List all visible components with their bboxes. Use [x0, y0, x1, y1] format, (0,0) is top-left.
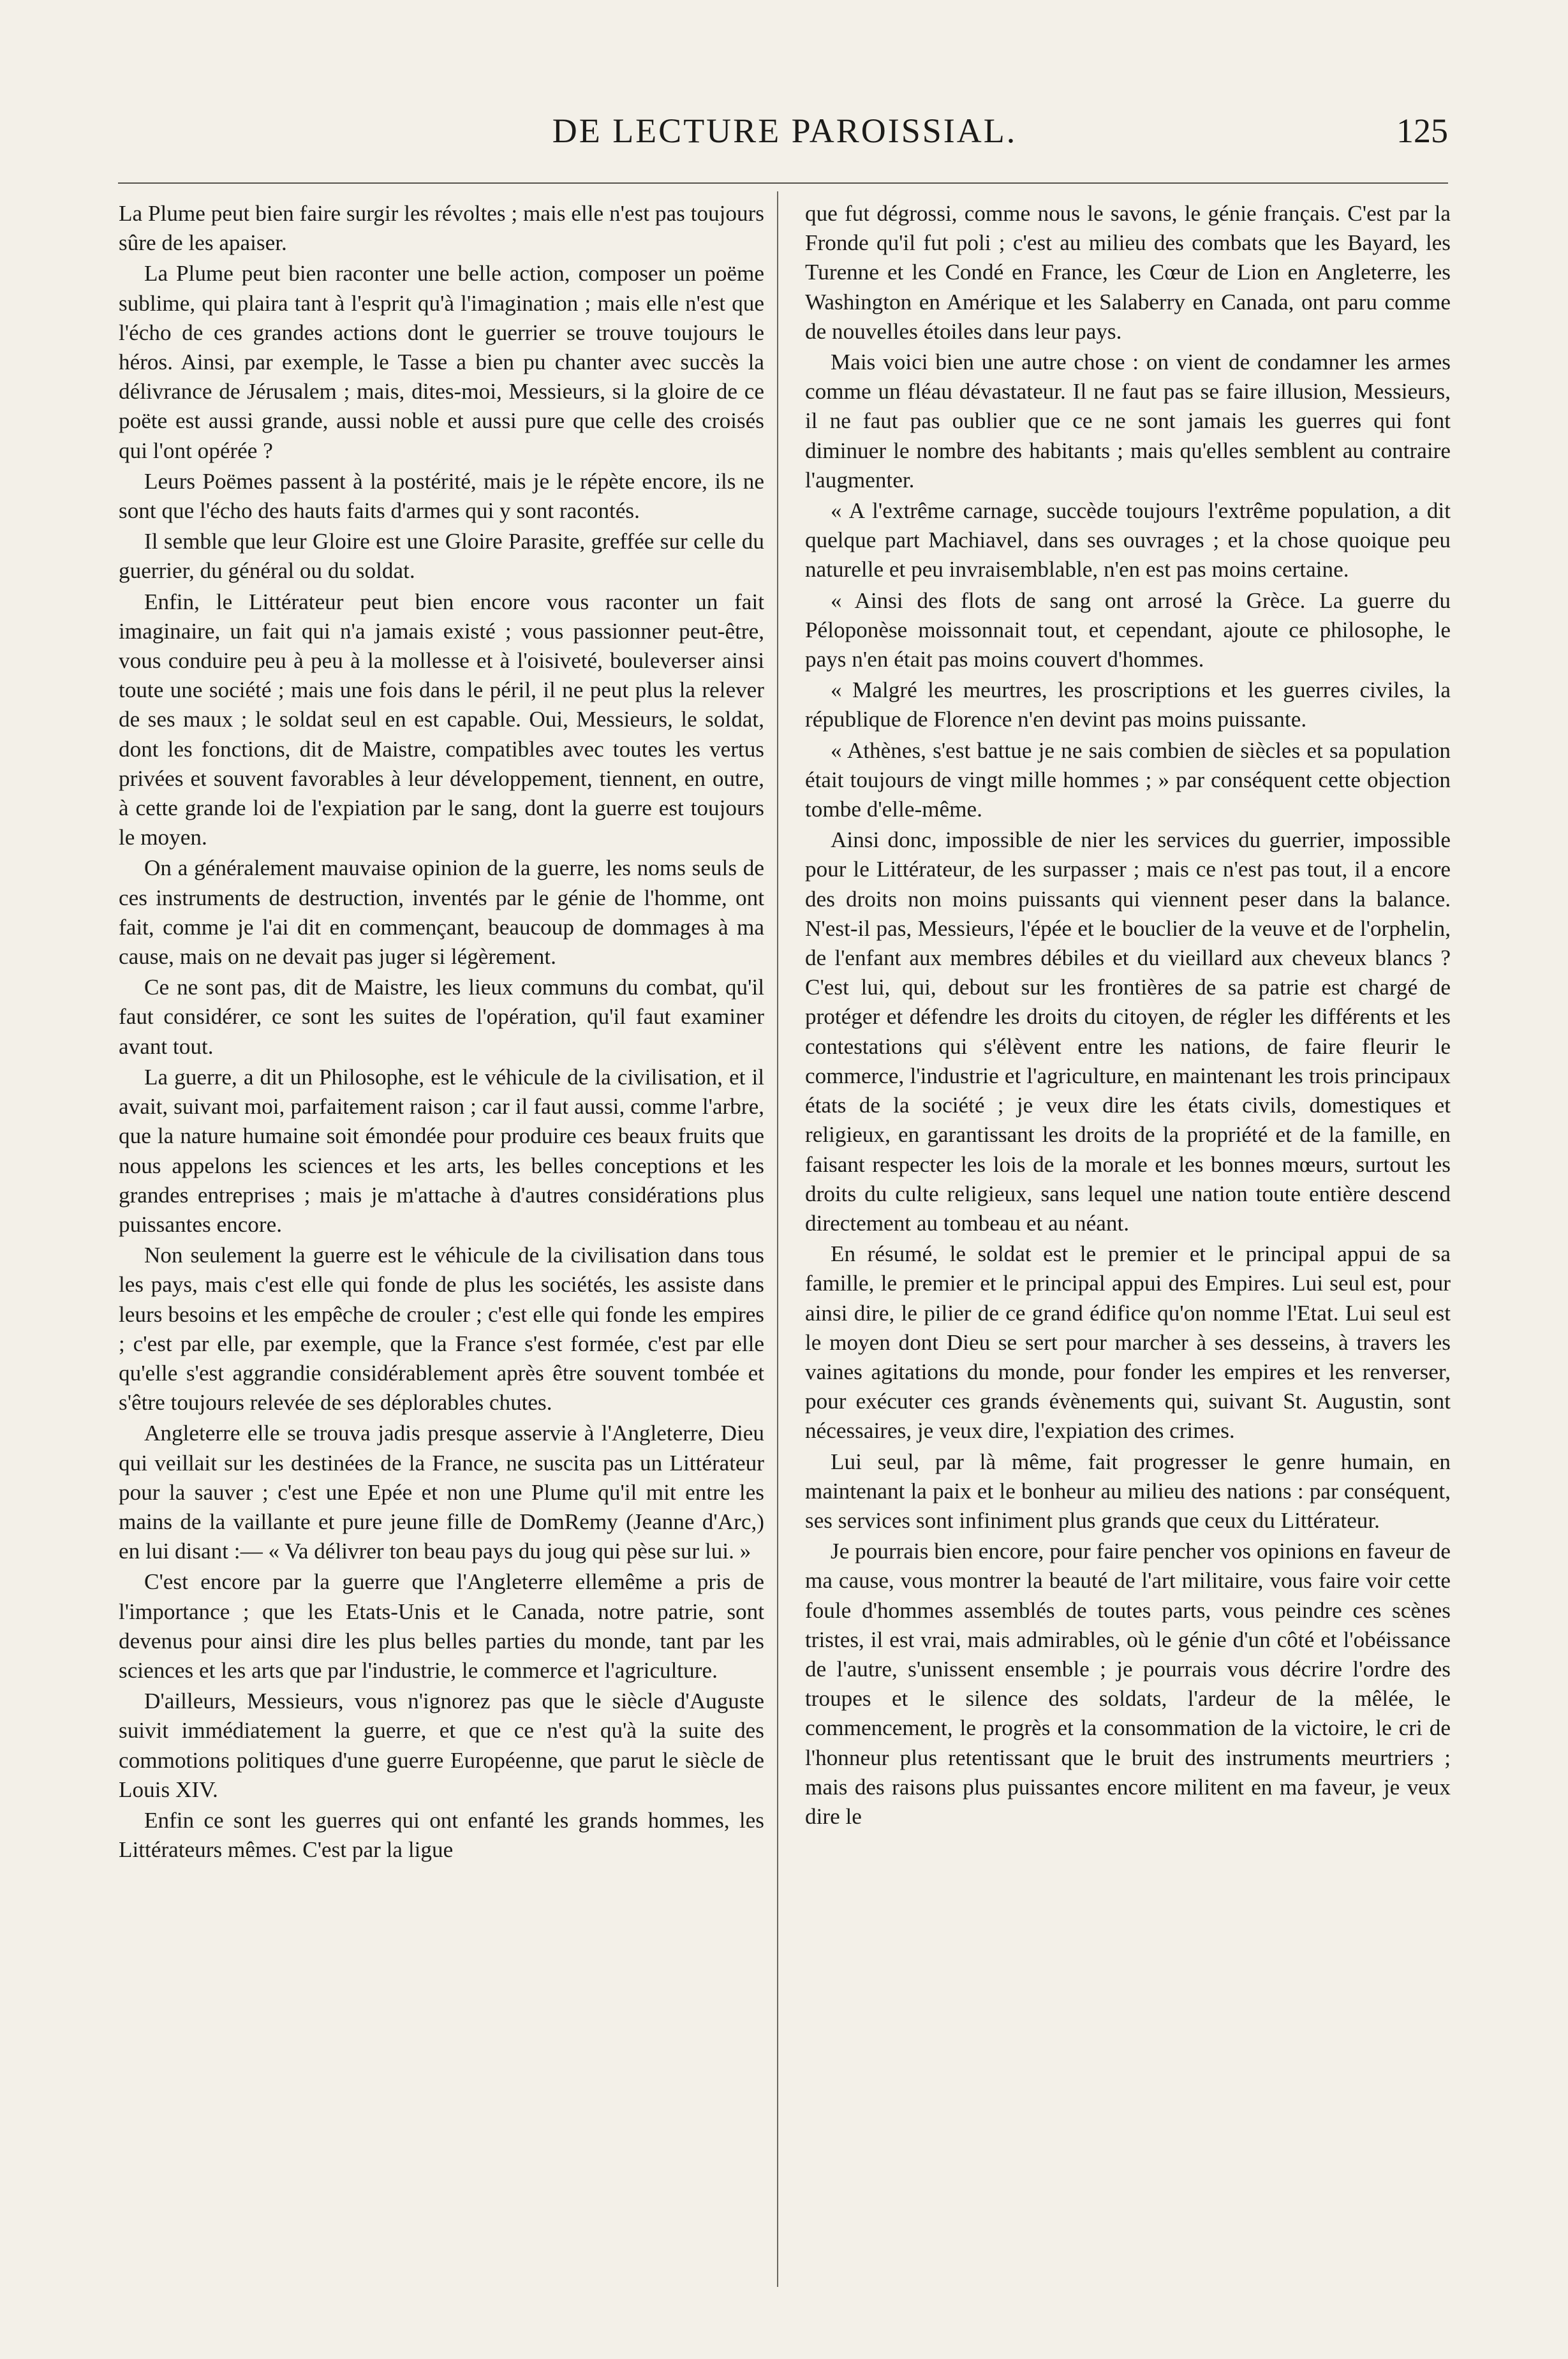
column-divider: [777, 191, 778, 2287]
paragraph: « Ainsi des flots de sang ont arrosé la Grèce. La guerre du Péloponèse moissonnait tout, et cependant, ajoute ce philosophe, le pays n'en était pas moins couvert d'hommes.: [805, 588, 1451, 672]
paragraph: Lui seul, par là même, fait progresser le genre humain, en maintenant la paix et le bonheur au milieu des nations : par conséquent, ses services sont infiniment plus grands que ceux du Littérateur.: [805, 1449, 1451, 1533]
paragraph: « A l'extrême carnage, succède toujours l'extrême population, a dit quelque part Machiavel, dans ses ouvrages ; et la chose quoique peu naturelle et peu invraisemblable, n'en est pas moins certaine.: [805, 498, 1451, 582]
paragraph: Angleterre elle se trouva jadis presque asservie à l'Angleterre, Dieu qui veillait sur les destinées de la France, ne suscita pas un Littérateur pour la sauver ; c'est une Epée et non une Plume qu'il mit entre les mains de la vaillante et pure jeune fille de DomRemy (Jeanne d'Arc,) en lui disant :— « Va délivrer ton beau pays du joug qui pèse sur lui. »: [119, 1421, 764, 1564]
paragraph: D'ailleurs, Messieurs, vous n'ignorez pas que le siècle d'Auguste suivit immédiatement la guerre, et que ce n'est qu'à la suite des commotions politiques d'une guerre Européenne, que parut le siècle de Louis XIV.: [119, 1689, 764, 1802]
paragraph: La Plume peut bien faire surgir les révoltes ; mais elle n'est pas toujours sûre de les apaiser.: [119, 201, 764, 256]
paragraph: La guerre, a dit un Philosophe, est le véhicule de la civilisation, et il avait, suivant moi, parfaitement raison ; car il faut aussi, comme l'arbre, que la nature humaine soit émondée pour produire ces beaux fruits que nous appelons les sciences et les arts, les belles conceptions et les grandes entreprises ; mais je m'attache à d'autres considérations plus puissantes encore.: [119, 1064, 764, 1237]
header-rule: [118, 182, 1448, 184]
paragraph: Enfin ce sont les guerres qui ont enfanté les grands hommes, les Littérateurs mêmes. C'est par la ligue: [119, 1807, 764, 1863]
paragraph: Mais voici bien une autre chose : on vient de condamner les armes comme un fléau dévastateur. Il ne faut pas se faire illusion, Messieurs, il ne faut pas oublier que ce ne sont jamais les guerres qui font diminuer le nombre des habitants ; mais qu'elles semblent au contraire l'augmenter.: [805, 350, 1451, 492]
paragraph: Ainsi donc, impossible de nier les services du guerrier, impossible pour le Littérateur, de les surpasser ; mais ce n'est pas tout, il a encore des droits non moins puissants qui viennent peser dans la balance. N'est-il pas, Messieurs, l'épée et le bouclier de la veuve et de l'orphelin, de l'enfant aux membres débiles et du vieillard aux cheveux blancs ? C'est lui, qui, debout sur les frontières de sa patrie est chargé de protéger et défendre les droits du citoyen, de régler les différents et les contestations qui s'élèvent entre les nations, de faire fleurir le commerce, l'industrie et l'agriculture, en maintenant les trois principaux états de la société ; je veux dire les états civils, domestiques et religieux, en garantissant les droits de la propriété et de la famille, en faisant respecter les lois de la morale et les bonnes mœurs, surtout les droits du culte religieux, sans lequel une nation toute entière descend directement au tombeau et au néant.: [805, 827, 1451, 1236]
paragraph: On a généralement mauvaise opinion de la guerre, les noms seuls de ces instruments de destruction, inventés par le génie de l'homme, ont fait, comme je l'ai dit en commençant, beaucoup de dommages à ma cause, mais on ne devait pas juger si légèrement.: [119, 855, 764, 970]
paragraph: que fut dégrossi, comme nous le savons, le génie français. C'est par la Fronde qu'il fut poli ; c'est au milieu des combats que les Bayard, les Turenne et les Condé en France, les Cœur de Lion en Angleterre, les Washington en Amérique et les Salaberry en Canada, ont paru comme de nouvelles étoiles dans leur pays.: [805, 201, 1451, 344]
page-header: [121, 106, 1448, 163]
page-number: 125: [1396, 112, 1448, 150]
paragraph: En résumé, le soldat est le premier et le principal appui de sa famille, le premier et le principal appui des Empires. Lui seul est, pour ainsi dire, le pilier de ce grand édifice qu'on nomme l'Etat. Lui seul est le moyen dont Dieu se sert pour marcher à ses desseins, à travers les vaines agitations du monde, pour fonder les empires et les renverser, pour exécuter ces grands évènements qui, suivant St. Augustin, sont nécessaires, je veux dire, l'expiation des crimes.: [805, 1241, 1451, 1444]
left-column: [119, 199, 764, 1865]
paragraph: Non seulement la guerre est le véhicule de la civilisation dans tous les pays, mais c'est elle qui fonde de plus les sociétés, les assiste dans leurs besoins et les empêche de crouler ; c'est elle qui fonde les empires ; c'est par elle, par exemple, que la France s'est formée, c'est par elle qu'elle s'est aggrandie considérablement après être souvent tombée et s'être toujours relevée de ses déplorables chutes.: [119, 1243, 764, 1416]
paragraph: « Athènes, s'est battue je ne sais combien de siècles et sa population était toujours de vingt mille hommes ; » par conséquent cette objection tombe d'elle-même.: [805, 737, 1451, 822]
paragraph: Je pourrais bien encore, pour faire pencher vos opinions en faveur de ma cause, vous montrer la beauté de l'art militaire, vous faire voir cette foule d'hommes assemblés de toutes parts, vous peindre ces scènes tristes, il est vrai, mais admirables, où le génie d'un côté et l'obéissance de l'autre, s'unissent ensemble ; je pourrais vous décrire l'ordre des troupes et le silence des soldats, l'ardeur de la mêlée, le commencement, le progrès et la consommation de la victoire, le cri de l'honneur plus retentissant que le bruit des instruments meurtriers ; mais des raisons plus puissantes encore militent en ma faveur, je veux dire le: [805, 1539, 1451, 1829]
paragraph: Il semble que leur Gloire est une Gloire Parasite, greffée sur celle du guerrier, du général ou du soldat.: [119, 529, 764, 584]
running-title: DE LECTURE PAROISSIAL.: [552, 112, 1017, 150]
paragraph: Enfin, le Littérateur peut bien encore vous raconter un fait imaginaire, un fait qui n'a jamais existé ; vous passionner peut-être, vous conduire peu à peu à la mollesse et à l'oisiveté, bouleverser ainsi toute une société ; mais une fois dans le péril, il ne peut plus la relever de ses maux ; le soldat seul en est capable. Oui, Messieurs, le soldat, dont les fonctions, dit de Maistre, compatibles avec toutes les vertus privées et souvent favorables à leur développement, tiennent, en outre, à cette grande loi de l'expiation par le sang, dont la guerre est toujours le moyen.: [119, 589, 764, 850]
paragraph: C'est encore par la guerre que l'Angleterre ellemême a pris de l'importance ; que les Etats-Unis et le Canada, notre patrie, sont devenus pour ainsi dire les plus belles parties du monde, tant par les sciences et les arts que par l'industrie, le commerce et l'agriculture.: [119, 1569, 764, 1683]
paragraph: « Malgré les meurtres, les proscriptions et les guerres civiles, la république de Florence n'en devint pas moins puissante.: [805, 677, 1451, 732]
paragraph: La Plume peut bien raconter une belle action, composer un poëme sublime, qui plaira tant à l'esprit qu'à l'imagination ; mais elle n'est que l'écho de ces grandes actions dont le guerrier se trouve toujours le héros. Ainsi, par exemple, le Tasse a bien pu chanter avec succès la délivrance de Jérusalem ; mais, dites-moi, Messieurs, si la gloire de ce poëte est aussi grande, aussi noble et aussi pure que celle des croisés qui l'ont opérée ?: [119, 261, 764, 463]
paragraph: Ce ne sont pas, dit de Maistre, les lieux communs du combat, qu'il faut considérer, ce sont les suites de l'opération, qu'il faut examiner avant tout.: [119, 975, 764, 1059]
paragraph: Leurs Poëmes passent à la postérité, mais je le répète encore, ils ne sont que l'écho des hauts faits d'armes qui y sont racontés.: [119, 468, 764, 524]
right-column: [805, 199, 1451, 1831]
